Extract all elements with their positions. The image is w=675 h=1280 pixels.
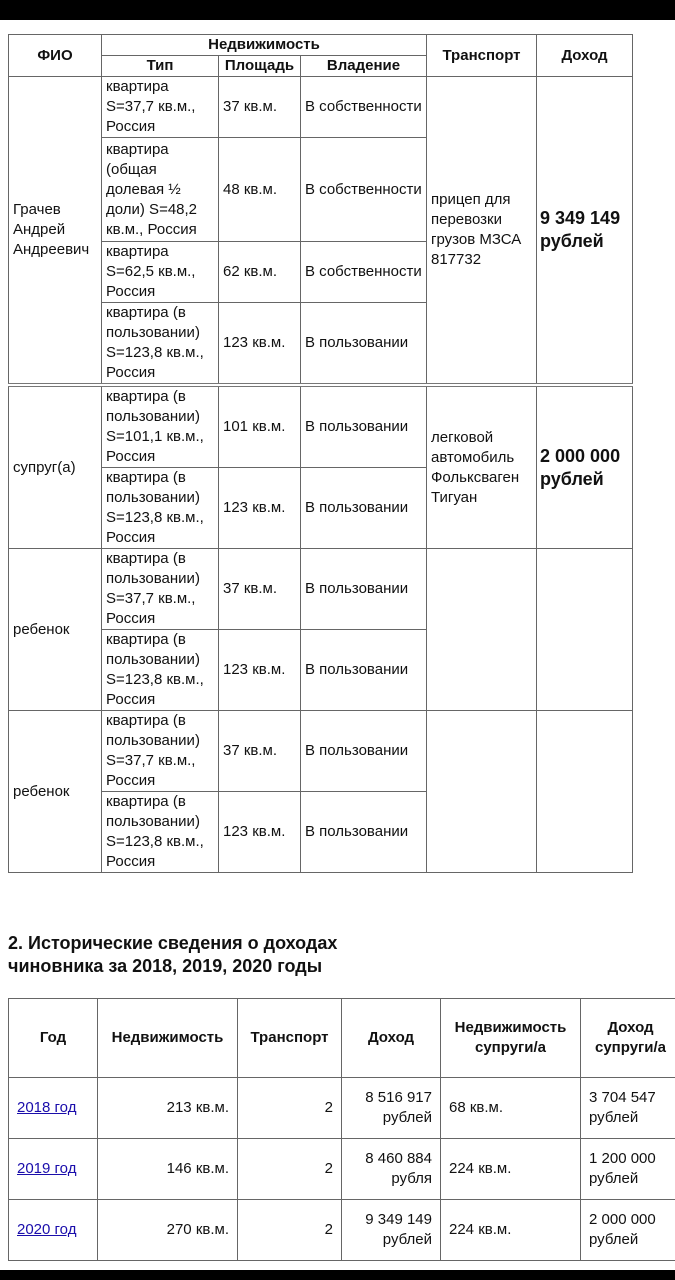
header-income: Доход bbox=[537, 35, 633, 77]
property-type: квартира (в пользовании) S=123,8 кв.м., Россия bbox=[102, 792, 219, 873]
person-transport: легковой автомобиль Фольксваген Тигуан bbox=[427, 385, 537, 549]
history-header-realty: Недвижимость bbox=[98, 999, 238, 1078]
history-heading: 2. Исторические сведения о доходах чиновника за 2018, 2019, 2020 годы bbox=[8, 933, 338, 976]
property-type: квартира (в пользовании) S=101,1 кв.м., Россия bbox=[102, 385, 219, 468]
property-ownership: В пользовании bbox=[301, 711, 427, 792]
header-fio: ФИО bbox=[9, 35, 102, 77]
person-income: 2 000 000 рублей bbox=[537, 385, 633, 549]
year-link[interactable]: 2018 год bbox=[17, 1099, 77, 1116]
property-area: 101 кв.м. bbox=[219, 385, 301, 468]
year-link[interactable]: 2019 год bbox=[17, 1160, 77, 1177]
person-name: Грачев Андрей Андреевич bbox=[9, 77, 102, 386]
history-spouse-income: 2 000 000 рублей bbox=[581, 1200, 675, 1261]
history-spouse-income: 1 200 000 рублей bbox=[581, 1139, 675, 1200]
history-spouse-realty: 224 кв.м. bbox=[441, 1200, 581, 1261]
property-area: 37 кв.м. bbox=[219, 77, 301, 138]
property-type: квартира (в пользовании) S=37,7 кв.м., Россия bbox=[102, 549, 219, 630]
person-income bbox=[537, 711, 633, 873]
person-income bbox=[537, 549, 633, 711]
table-row bbox=[9, 385, 633, 468]
property-ownership: В пользовании bbox=[301, 468, 427, 549]
year-link[interactable]: 2020 год bbox=[17, 1221, 77, 1238]
table-row bbox=[9, 549, 633, 630]
history-header-spouse-income: Доход супруги/а bbox=[581, 999, 675, 1078]
history-header-transport: Транспорт bbox=[238, 999, 342, 1078]
person-name: ребенок bbox=[9, 549, 102, 711]
property-area: 37 кв.м. bbox=[219, 549, 301, 630]
history-spouse-realty: 224 кв.м. bbox=[441, 1139, 581, 1200]
property-area: 37 кв.м. bbox=[219, 711, 301, 792]
person-name: супруг(а) bbox=[9, 385, 102, 549]
person-name: ребенок bbox=[9, 711, 102, 873]
assets-table bbox=[8, 34, 633, 873]
history-spouse-realty: 68 кв.м. bbox=[441, 1078, 581, 1139]
property-type: квартира S=37,7 кв.м., Россия bbox=[102, 77, 219, 138]
history-row bbox=[9, 1078, 675, 1139]
history-spouse-income: 3 704 547 рублей bbox=[581, 1078, 675, 1139]
person-transport: прицеп для перевозки грузов МЗСА 817732 bbox=[427, 77, 537, 386]
property-ownership: В пользовании bbox=[301, 385, 427, 468]
history-income: 8 460 884 рубля bbox=[342, 1139, 441, 1200]
history-realty: 270 кв.м. bbox=[98, 1200, 238, 1261]
property-type: квартира (в пользовании) S=123,8 кв.м., Россия bbox=[102, 303, 219, 386]
history-income: 8 516 917 рублей bbox=[342, 1078, 441, 1139]
history-transport: 2 bbox=[238, 1139, 342, 1200]
property-ownership: В собственности bbox=[301, 77, 427, 138]
history-header-year: Год bbox=[9, 999, 98, 1078]
person-transport bbox=[427, 549, 537, 711]
status-bar bbox=[0, 0, 675, 20]
person-transport bbox=[427, 711, 537, 873]
history-income: 9 349 149 рублей bbox=[342, 1200, 441, 1261]
history-transport: 2 bbox=[238, 1200, 342, 1261]
person-income: 9 349 149 рублей bbox=[537, 77, 633, 386]
property-type: квартира (в пользовании) S=37,7 кв.м., Россия bbox=[102, 711, 219, 792]
history-year-cell bbox=[9, 1139, 98, 1200]
property-ownership: В пользовании bbox=[301, 630, 427, 711]
property-ownership: В собственности bbox=[301, 138, 427, 242]
property-area: 48 кв.м. bbox=[219, 138, 301, 242]
header-area: Площадь bbox=[219, 56, 301, 77]
property-ownership: В пользовании bbox=[301, 549, 427, 630]
navigation-bar bbox=[0, 1270, 675, 1280]
property-area: 123 кв.м. bbox=[219, 792, 301, 873]
history-table bbox=[8, 998, 675, 1261]
history-row bbox=[9, 1139, 675, 1200]
table-row bbox=[9, 711, 633, 792]
property-type: квартира (в пользовании) S=123,8 кв.м., Россия bbox=[102, 468, 219, 549]
history-realty: 146 кв.м. bbox=[98, 1139, 238, 1200]
property-type: квартира (в пользовании) S=123,8 кв.м., Россия bbox=[102, 630, 219, 711]
header-type: Тип bbox=[102, 56, 219, 77]
property-area: 62 кв.м. bbox=[219, 242, 301, 303]
history-row bbox=[9, 1200, 675, 1261]
property-area: 123 кв.м. bbox=[219, 468, 301, 549]
header-transport: Транспорт bbox=[427, 35, 537, 77]
property-type: квартира (общая долевая ½ доли) S=48,2 кв.м., Россия bbox=[102, 138, 219, 242]
header-ownership: Владение bbox=[301, 56, 427, 77]
history-year-cell bbox=[9, 1200, 98, 1261]
property-area: 123 кв.м. bbox=[219, 630, 301, 711]
property-ownership: В пользовании bbox=[301, 792, 427, 873]
property-area: 123 кв.м. bbox=[219, 303, 301, 386]
history-year-cell bbox=[9, 1078, 98, 1139]
history-header-spouse-realty: Недвижимость супруги/а bbox=[441, 999, 581, 1078]
header-realty: Недвижимость bbox=[102, 35, 427, 56]
property-ownership: В собственности bbox=[301, 242, 427, 303]
table-row bbox=[9, 77, 633, 138]
property-ownership: В пользовании bbox=[301, 303, 427, 386]
history-realty: 213 кв.м. bbox=[98, 1078, 238, 1139]
property-type: квартира S=62,5 кв.м., Россия bbox=[102, 242, 219, 303]
history-header-income: Доход bbox=[342, 999, 441, 1078]
history-transport: 2 bbox=[238, 1078, 342, 1139]
